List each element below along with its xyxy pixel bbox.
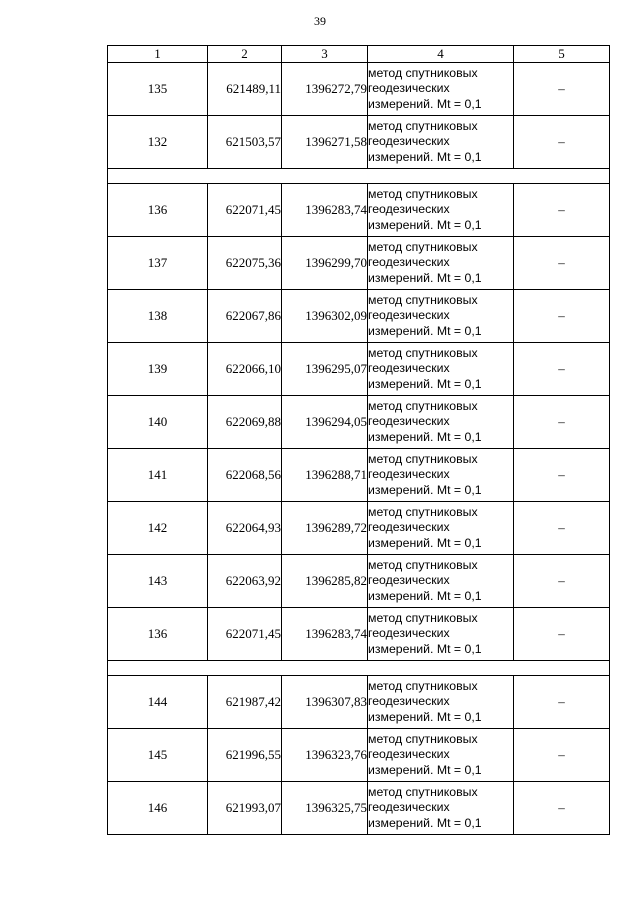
table-row (108, 184, 610, 237)
method-text-line: метод спутниковых (368, 610, 478, 625)
table-row (108, 608, 610, 661)
table-row (108, 782, 610, 835)
point-number-cell: 143 (108, 555, 208, 608)
point-number-cell: 145 (108, 729, 208, 782)
table-row (108, 116, 610, 169)
method-cell (368, 729, 514, 782)
method-cell (368, 555, 514, 608)
column-header-1: 1 (108, 46, 208, 63)
y-coordinate-cell: 1396295,07 (282, 343, 368, 396)
note-cell: – (514, 676, 610, 729)
page-number: 39 (314, 14, 326, 28)
method-text-line: метод спутниковых (368, 186, 478, 201)
table-row (108, 502, 610, 555)
method-text-line: геодезических (368, 361, 450, 376)
note-cell: – (514, 184, 610, 237)
method-text-line: измерений. Mt = 0,1 (368, 217, 482, 232)
method-text-line: метод спутниковых (368, 731, 478, 746)
x-coordinate-cell: 621987,42 (208, 676, 282, 729)
x-coordinate-cell: 621503,57 (208, 116, 282, 169)
method-text-line: измерений. Mt = 0,1 (368, 641, 482, 656)
table-row (108, 63, 610, 116)
method-text-line: измерений. Mt = 0,1 (368, 323, 482, 338)
table-row (108, 449, 610, 502)
method-cell (368, 396, 514, 449)
point-number-cell: 142 (108, 502, 208, 555)
group-separator-row (108, 661, 610, 676)
note-cell: – (514, 343, 610, 396)
method-text-line: измерений. Mt = 0,1 (368, 535, 482, 550)
note-cell: – (514, 782, 610, 835)
y-coordinate-cell: 1396299,70 (282, 237, 368, 290)
column-header-4: 4 (368, 46, 514, 63)
point-number-cell: 135 (108, 63, 208, 116)
method-text-line: измерений. Mt = 0,1 (368, 482, 482, 497)
method-cell (368, 343, 514, 396)
method-cell (368, 502, 514, 555)
separator-cell (108, 169, 610, 184)
method-text-line: измерений. Mt = 0,1 (368, 588, 482, 603)
method-text-line: геодезических (368, 81, 450, 96)
method-text-line: метод спутниковых (368, 451, 478, 466)
column-header-5: 5 (514, 46, 610, 63)
note-cell: – (514, 396, 610, 449)
x-coordinate-cell: 622068,56 (208, 449, 282, 502)
method-text-line: измерений. Mt = 0,1 (368, 429, 482, 444)
y-coordinate-cell: 1396288,71 (282, 449, 368, 502)
table-row (108, 729, 610, 782)
method-text-line: метод спутниковых (368, 504, 478, 519)
note-cell: – (514, 116, 610, 169)
x-coordinate-cell: 622067,86 (208, 290, 282, 343)
y-coordinate-cell: 1396283,74 (282, 184, 368, 237)
point-number-cell: 139 (108, 343, 208, 396)
y-coordinate-cell: 1396285,82 (282, 555, 368, 608)
method-text-line: метод спутниковых (368, 345, 478, 360)
method-cell (368, 449, 514, 502)
separator-cell (108, 661, 610, 676)
note-cell: – (514, 237, 610, 290)
y-coordinate-cell: 1396307,83 (282, 676, 368, 729)
y-coordinate-cell: 1396302,09 (282, 290, 368, 343)
note-cell: – (514, 608, 610, 661)
method-text-line: метод спутниковых (368, 678, 478, 693)
method-text-line: метод спутниковых (368, 118, 478, 133)
method-cell (368, 184, 514, 237)
table-row (108, 555, 610, 608)
method-text-line: геодезических (368, 747, 450, 762)
x-coordinate-cell: 622071,45 (208, 184, 282, 237)
method-text-line: метод спутниковых (368, 239, 478, 254)
method-cell (368, 676, 514, 729)
x-coordinate-cell: 622066,10 (208, 343, 282, 396)
y-coordinate-cell: 1396283,74 (282, 608, 368, 661)
note-cell: – (514, 729, 610, 782)
x-coordinate-cell: 621993,07 (208, 782, 282, 835)
method-text-line: измерений. Mt = 0,1 (368, 762, 482, 777)
table-row (108, 290, 610, 343)
table-row (108, 676, 610, 729)
method-text-line: геодезических (368, 255, 450, 270)
method-text-line: геодезических (368, 134, 450, 149)
method-text-line: геодезических (368, 626, 450, 641)
y-coordinate-cell: 1396271,58 (282, 116, 368, 169)
method-text-line: измерений. Mt = 0,1 (368, 270, 482, 285)
method-text-line: геодезических (368, 520, 450, 535)
method-text-line: геодезических (368, 202, 450, 217)
point-number-cell: 138 (108, 290, 208, 343)
point-number-cell: 136 (108, 184, 208, 237)
table-row (108, 396, 610, 449)
header-row (108, 46, 610, 63)
note-cell: – (514, 502, 610, 555)
point-number-cell: 144 (108, 676, 208, 729)
point-number-cell: 137 (108, 237, 208, 290)
x-coordinate-cell: 622064,93 (208, 502, 282, 555)
method-text-line: измерений. Mt = 0,1 (368, 149, 482, 164)
method-text-line: геодезических (368, 467, 450, 482)
note-cell: – (514, 63, 610, 116)
point-number-cell: 132 (108, 116, 208, 169)
x-coordinate-cell: 622075,36 (208, 237, 282, 290)
x-coordinate-cell: 622071,45 (208, 608, 282, 661)
method-text-line: геодезических (368, 694, 450, 709)
point-number-cell: 141 (108, 449, 208, 502)
table-body (108, 63, 610, 835)
method-text-line: измерений. Mt = 0,1 (368, 815, 482, 830)
note-cell: – (514, 290, 610, 343)
group-separator-row (108, 169, 610, 184)
y-coordinate-cell: 1396294,05 (282, 396, 368, 449)
x-coordinate-cell: 622063,92 (208, 555, 282, 608)
x-coordinate-cell: 621489,11 (208, 63, 282, 116)
point-number-cell: 140 (108, 396, 208, 449)
method-cell (368, 608, 514, 661)
method-cell (368, 237, 514, 290)
table-row (108, 237, 610, 290)
method-text-line: геодезических (368, 414, 450, 429)
method-text-line: измерений. Mt = 0,1 (368, 96, 482, 111)
method-text-line: метод спутниковых (368, 784, 478, 799)
x-coordinate-cell: 621996,55 (208, 729, 282, 782)
table-row (108, 343, 610, 396)
method-cell (368, 63, 514, 116)
note-cell: – (514, 449, 610, 502)
y-coordinate-cell: 1396325,75 (282, 782, 368, 835)
method-text-line: геодезических (368, 800, 450, 815)
method-text-line: метод спутниковых (368, 557, 478, 572)
method-text-line: геодезических (368, 573, 450, 588)
point-number-cell: 146 (108, 782, 208, 835)
method-cell (368, 290, 514, 343)
coordinates-table (107, 45, 610, 835)
method-text-line: метод спутниковых (368, 398, 478, 413)
y-coordinate-cell: 1396323,76 (282, 729, 368, 782)
method-cell (368, 116, 514, 169)
method-text-line: геодезических (368, 308, 450, 323)
method-text-line: метод спутниковых (368, 65, 478, 80)
column-header-3: 3 (282, 46, 368, 63)
x-coordinate-cell: 622069,88 (208, 396, 282, 449)
method-text-line: измерений. Mt = 0,1 (368, 709, 482, 724)
note-cell: – (514, 555, 610, 608)
point-number-cell: 136 (108, 608, 208, 661)
column-header-2: 2 (208, 46, 282, 63)
method-text-line: метод спутниковых (368, 292, 478, 307)
y-coordinate-cell: 1396289,72 (282, 502, 368, 555)
method-text-line: измерений. Mt = 0,1 (368, 376, 482, 391)
y-coordinate-cell: 1396272,79 (282, 63, 368, 116)
method-cell (368, 782, 514, 835)
